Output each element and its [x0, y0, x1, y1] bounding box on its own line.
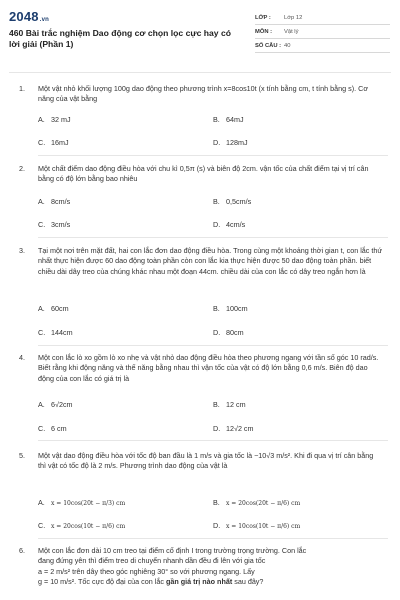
emphasis-text: gần giá trị nào nhất — [165, 577, 233, 587]
meta-subject-value: Vật lý — [284, 29, 299, 35]
question-divider — [38, 155, 388, 156]
question-number: 1. — [19, 84, 25, 93]
option-c[interactable]: C. 6 cm — [38, 424, 67, 433]
option-d[interactable]: D. 12√2 cm — [213, 424, 254, 433]
option-d[interactable]: D. 80cm — [213, 328, 244, 337]
meta-count-value: 40 — [284, 43, 291, 49]
option-c[interactable]: C. 3cm/s — [38, 220, 71, 229]
question-text: Một vật nhỏ khối lượng 100g dao động theo phương trình x=8cos10t (x tính bằng cm, t tính bằng s). Cơ năng của vật bằng — [38, 84, 369, 104]
option-b[interactable]: B. x = 20cos(20t − π/6) cm — [213, 498, 301, 507]
site-logo[interactable]: 2048.vn — [9, 9, 50, 24]
option-a[interactable]: A. x = 10cos(20t − π/3) cm — [38, 498, 126, 507]
option-c[interactable]: C. 16mJ — [38, 138, 69, 147]
option-c[interactable]: C. 144cm — [38, 328, 73, 337]
question-text — [38, 546, 383, 588]
question-text: Một vật dao động điều hòa với tốc độ ban đầu là 1 m/s và gia tốc là −10√3 m/s². Khi đi qua vị trí cân bằng thì vật có tốc độ là 2 m/s. Phương trình dao động của vật là — [38, 451, 374, 471]
meta-class — [255, 12, 390, 25]
header-divider — [9, 72, 391, 73]
question-divider — [38, 440, 388, 441]
question-text: Một chất điểm dao động điều hòa với chu kì 0,5π (s) và biên độ 2cm. vận tốc của chất điểm tại vị trí cân bằng có độ lớn bằng bao nhiêu — [38, 164, 369, 184]
document-header — [0, 0, 400, 70]
option-b[interactable]: B. 0,5cm/s — [213, 197, 252, 206]
option-c[interactable]: C. x = 20cos(10t − π/6) cm — [38, 521, 126, 530]
meta-count-label: SỐ CÂU : — [255, 43, 282, 49]
question-number: 3. — [19, 246, 25, 255]
option-d[interactable]: D. 128mJ — [213, 138, 248, 147]
meta-class-value: Lớp 12 — [284, 15, 303, 21]
option-d[interactable]: D. x = 10cos(10t − π/6) cm — [213, 521, 301, 530]
question-divider — [38, 345, 388, 346]
question-text-line: đang đứng yên thì điểm treo di chuyển nhanh dần đều đi lên với gia tốc — [38, 556, 266, 566]
meta-subject — [255, 26, 390, 39]
option-d[interactable]: D. 4cm/s — [213, 220, 246, 229]
question-text-line: Một con lắc đơn dài 10 cm treo tại điểm cố định I trong trường trọng trường. Con lắc — [38, 546, 307, 555]
question-number: 2. — [19, 164, 25, 173]
question-divider — [38, 538, 388, 539]
option-b[interactable]: B. 12 cm — [213, 400, 246, 409]
question-number: 4. — [19, 353, 25, 362]
meta-subject-label: MÔN : — [255, 29, 273, 35]
question-text: Một con lắc lò xo gồm lò xo nhẹ và vật nhỏ dao động điều hòa theo phương ngang với tần số góc 10 rad/s. Biết rằng khi động năng và thế năng bằng nhau thì vận tốc của vật có độ lớn bằng 0,6 m/s. Biên độ dao động của con lắc có giá trị là — [38, 353, 379, 383]
question-number: 6. — [19, 546, 25, 555]
option-a[interactable]: A. 60cm — [38, 304, 69, 313]
question-divider — [38, 237, 388, 238]
option-b[interactable]: B. 100cm — [213, 304, 248, 313]
document-title: 460 Bài trắc nghiệm Dao động cơ chọn lọc cực hay có lời giải (Phần 1) — [9, 28, 231, 49]
question-text-line: a = 2 m/s² trên dây theo góc nghiêng 30° so với phương ngang. Lấy — [38, 566, 255, 576]
meta-question-count — [255, 40, 390, 53]
meta-class-label: LỚP : — [255, 15, 271, 21]
option-a[interactable]: A. 8cm/s — [38, 197, 71, 206]
question-number: 5. — [19, 451, 25, 460]
option-b[interactable]: B. 64mJ — [213, 115, 244, 124]
question-text-line: g = 10 m/s². Tốc cực độ đại của con lắc gần giá trị nào nhất sau đây? — [38, 577, 264, 587]
option-a[interactable]: A. 6√2cm — [38, 400, 73, 409]
option-a[interactable]: A. 32 mJ — [38, 115, 71, 124]
question-text: Tại một nơi trên mặt đất, hai con lắc đơn dao động điều hòa. Trong cùng một khoảng thời gian t, con lắc thứ nhất thực hiện được 60 dao động toàn phần còn con lắc kia thực hiện được 50 dao động toàn phần. biết chiều dài dây treo của chúng khác nhau một đoạn 44cm. chiều dài của con lắc có dây treo ngắn hơn là — [38, 246, 383, 276]
